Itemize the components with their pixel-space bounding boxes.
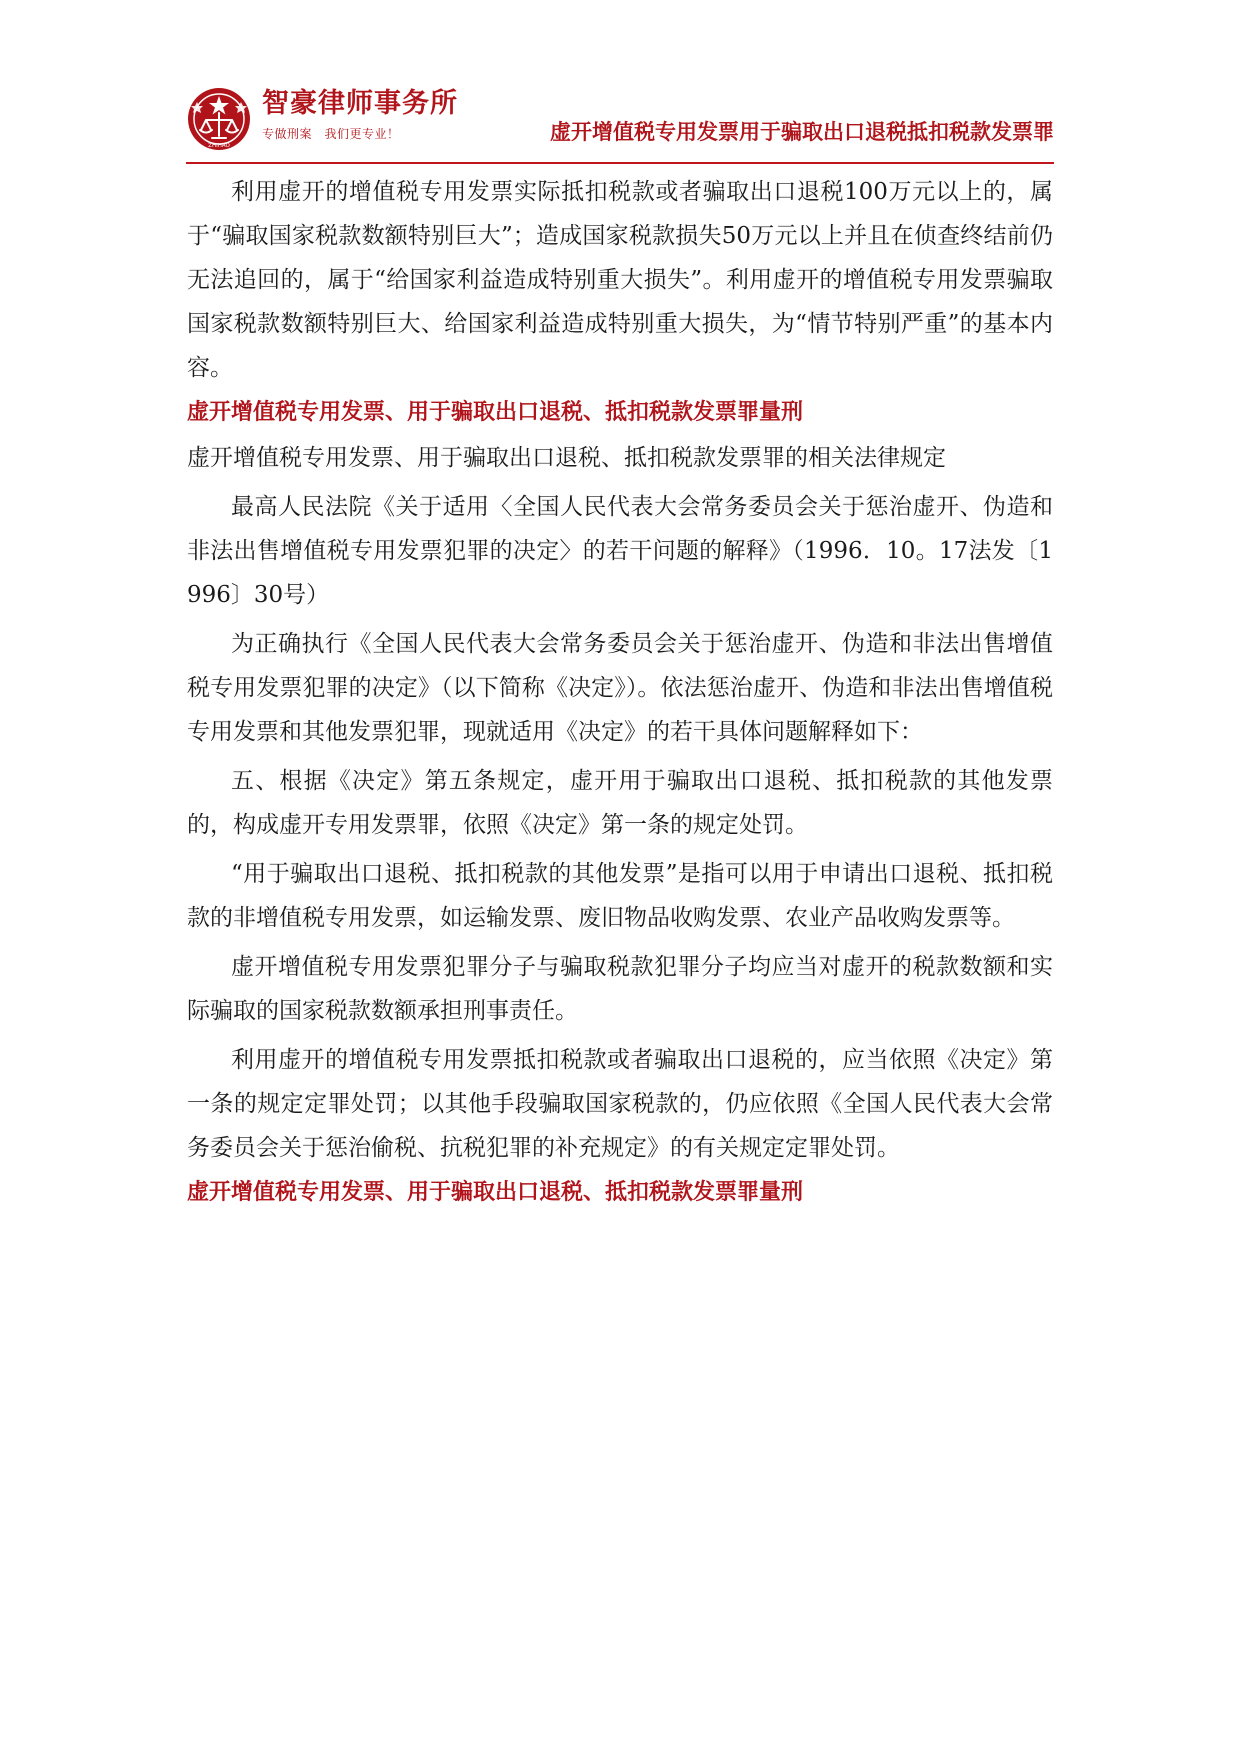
section-heading-2: 虚开增值税专用发票、用于骗取出口退税、抵扣税款发票罪量刑 [187, 1180, 804, 1205]
page-header [186, 84, 1054, 162]
paragraph-5: 五、根据《决定》第五条规定，虚开用于骗取出口退税、抵扣税款的其他发票的，构成虚开专用发票罪，依照《决定》第一条的规定处罚。 [187, 768, 1053, 838]
brand-block [262, 88, 462, 144]
paragraph-2: 虚开增值税专用发票、用于骗取出口退税、抵扣税款发票罪的相关法律规定 [187, 445, 946, 471]
law-firm-logo-icon [186, 86, 252, 152]
brand-slogan: 专做刑案 我们更专业！ [262, 127, 400, 141]
logo-text: ZHIHAO [208, 143, 230, 149]
paragraph-8: 利用虚开的增值税专用发票抵扣税款或者骗取出口退税的，应当依照《决定》第一条的规定定罪处罚；以其他手段骗取国家税款的，仍应依照《全国人民代表大会常务委员会关于惩治偷税、抗税犯罪的补充规定》的有关规定定罪处罚。 [187, 1047, 1053, 1161]
document-body [187, 170, 1053, 1216]
paragraph-6: “用于骗取出口退税、抵扣税款的其他发票”是指可以用于申请出口退税、抵扣税款的非增值税专用发票，如运输发票、废旧物品收购发票、农业产品收购发票等。 [187, 861, 1053, 931]
section-heading-1: 虚开增值税专用发票、用于骗取出口退税、抵扣税款发票罪量刑 [187, 400, 804, 425]
paragraph-1: 利用虚开的增值税专用发票实际抵扣税款或者骗取出口退税100万元以上的，属于“骗取国家税款数额特别巨大”；造成国家税款损失50万元以上并且在侦查终结前仍无法追回的，属于“给国家利益造成特别重大损失”。利用虚开的增值税专用发票骗取国家税款数额特别巨大、给国家利益造成特别重大损失，为“情节特别严重”的基本内容。 [187, 179, 1053, 381]
header-divider [186, 162, 1054, 164]
paragraph-4: 为正确执行《全国人民代表大会常务委员会关于惩治虚开、伪造和非法出售增值税专用发票犯罪的决定》（以下简称《决定》）。依法惩治虚开、伪造和非法出售增值税专用发票和其他发票犯罪，现就适用《决定》的若干具体问题解释如下： [187, 631, 1053, 745]
paragraph-7: 虚开增值税专用发票犯罪分子与骗取税款犯罪分子均应当对虚开的税款数额和实际骗取的国家税款数额承担刑事责任。 [187, 954, 1053, 1024]
paragraph-3: 最高人民法院《关于适用〈全国人民代表大会常务委员会关于惩治虚开、伪造和非法出售增值税专用发票犯罪的决定〉的若干问题的解释》（1996．10。17法发〔1996〕30号） [187, 494, 1053, 608]
document-title: 虚开增值税专用发票用于骗取出口退税抵扣税款发票罪 [550, 120, 1054, 144]
brand-name: 智豪律师事务所 [262, 88, 458, 119]
